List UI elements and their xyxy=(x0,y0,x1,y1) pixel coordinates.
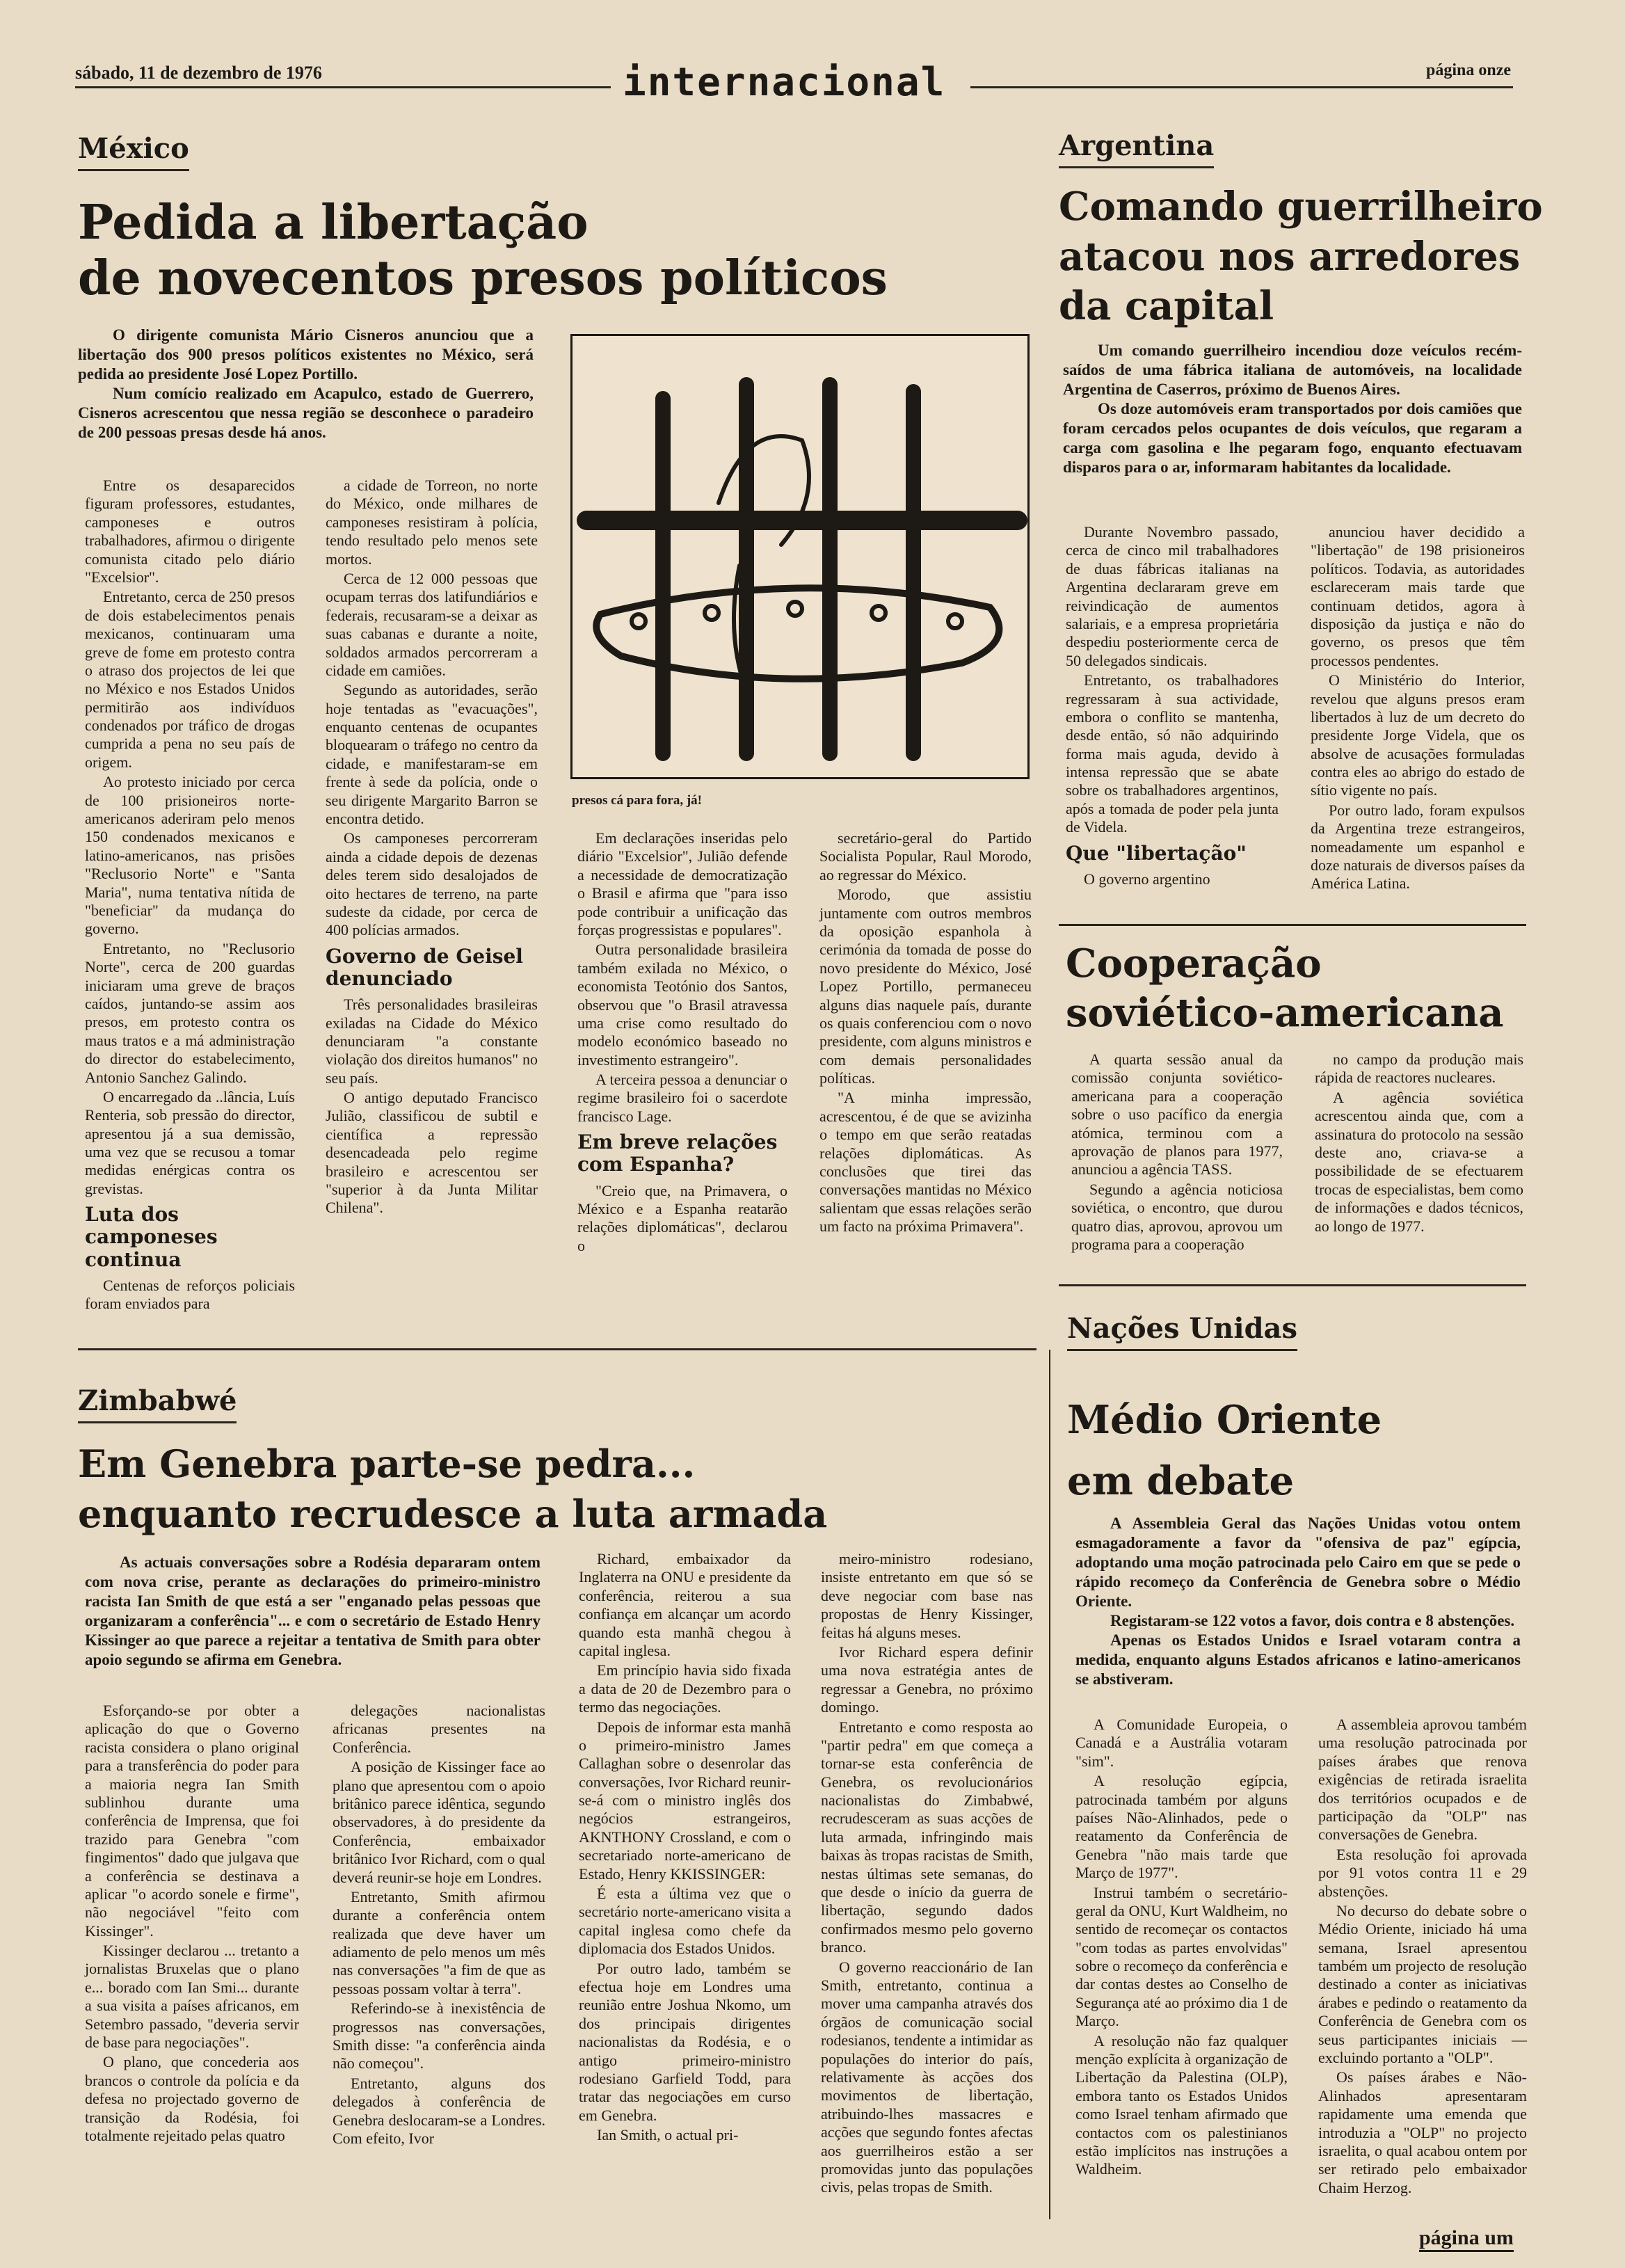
article-paragraph: A resolução egípcia, patrocinada também por alguns países Não-Alinhados, pede o reatamento da Conferência de Genebra "não mais tarde que Março de 1977". xyxy=(1075,1772,1288,1882)
article-paragraph: Cerca de 12 000 pessoas que ocupam terras dos latifundiários e federais, recusaram-se a deixar as suas cabanas e durante a noite, soldados armados percorreram a cidade em camiões. xyxy=(326,569,538,679)
onu-section-tag: Nações Unidas xyxy=(1067,1312,1297,1351)
onu-lead-paragraph: Registaram-se 122 votos a favor, dois contra e 8 abstenções. xyxy=(1110,1612,1515,1630)
article-paragraph: Instrui também o secretário-geral da ONU, Kurt Waldheim, no sentido de recomeçar os contactos "com todas as partes envolvidas" sobre o recomeço da conferência e dar contas destes ao Conselho de Segurança até ao próximo dia 1 de Março. xyxy=(1075,1883,1288,2030)
article-paragraph: Esforçando-se por obter a aplicação do que o Governo racista considera o plano original para a transferência do poder para a maioria negra Ian Smith sublinhou durante uma conferência de Imprensa, que foi trazido para Genebra "com fingimentos" dado que julgava que a conferência se destinava a aplicar "o acordo sonele e firme", não negociável "feito com Kissinger". xyxy=(85,1702,299,1940)
article-paragraph: "A minha impressão, acrescentou, é de que se avizinha o tempo em que serão reatadas relações diplomáticas. As conclusões que tirei das conversações mantidas no México salientam que essas relações serão um facto na próxima Primavera". xyxy=(819,1089,1032,1236)
mexico-subheading-espanha: Em breve relações com Espanha? xyxy=(577,1131,778,1176)
mexico-lead-paragraph: O dirigente comunista Mário Cisneros anunciou que a libertação dos 900 presos políticos existentes no México, será pedida ao presidente José Lopez Portillo. xyxy=(78,326,534,383)
article-paragraph: Centenas de reforços policiais foram enviados para xyxy=(85,1276,295,1313)
masthead-rule-right xyxy=(970,86,1513,88)
article-paragraph: a cidade de Torreon, no norte do México, onde milhares de camponeses resistiram à polícia, tendo resultado pelo menos sete mortos. xyxy=(326,477,538,568)
article-paragraph: Ian Smith, o actual pri- xyxy=(597,2126,739,2144)
zimbabwe-section-tag: Zimbabwé xyxy=(78,1384,237,1423)
argentina-column-1 xyxy=(1066,523,1279,890)
article-paragraph: Outra personalidade brasileira também exilada no México, o economista Teotónio dos Santos, observou que "o Brasil atravessa uma crise como resultado do modelo económico baseado no investimento estrangeiro". xyxy=(577,941,787,1069)
article-paragraph: Os camponeses percorreram ainda a cidade depois de dezenas deles terem sido desalojados de oito hectares de terreno, na parte sudeste da cidade, por cerca de 400 polícias armados. xyxy=(326,829,538,939)
zimbabwe-column-1 xyxy=(85,1702,299,2146)
mexico-subheading-camponeses: Luta dos camponeses continua xyxy=(85,1203,218,1271)
article-paragraph: meiro-ministro rodesiano, insiste entretanto em que só se deve negociar com base nas propostas de Henry Kissinger, feitas há alguns meses. xyxy=(821,1550,1033,1641)
article-paragraph: secretário-geral do Partido Socialista Popular, Raul Morodo, ao regressar do México. xyxy=(819,829,1032,884)
article-paragraph: Entretanto e como resposta ao "partir pedra" em que começa a tornar-se esta conferência de Genebra, os revolucionários nacionalistas do Zimbabwé, recrudesceram as suas acções de luta armada, infringindo mais baixas às tropas racistas de Smith, nestas últimas sete semanas, do que desde o início da guerra de libertação, segundo dados confirmados mesmo pelo governo branco. xyxy=(821,1718,1033,1956)
article-paragraph: Ao protesto iniciado por cerca de 100 prisioneiros norte-americanos aderiram pelo menos 150 condenados mexicanos e latino-americanos, nas prisões "Reclusorio Norte" e "Santa Maria", numa tentativa nítida de "beneficiar" da mudança do governo. xyxy=(85,773,295,938)
column-divider xyxy=(1049,1350,1050,2219)
article-paragraph: Depois de informar esta manhã o primeiro-ministro James Callaghan sobre o desenrolar das conversações, Ivor Richard reunir-se-á com o ministro inglês dos negócios estrangeiros, AKNTHONY Crossland, e com o secretariado norte-americano de Estado, Henry KKISSINGER: xyxy=(579,1718,791,1883)
onu-lead-paragraph: Apenas os Estados Unidos e Israel votaram contra a medida, enquanto alguns Estados africanos e latino-americanos se abstiveram. xyxy=(1075,1631,1521,1688)
article-paragraph: A agência soviética acrescentou ainda que, com a assinatura do protocolo na sessão deste ano, criava-se a possibilidade de se efectuarem trocas de especialistas, bem como de informações e dados técnicos, ao longo de 1977. xyxy=(1315,1088,1523,1235)
mexico-lead xyxy=(78,326,534,442)
issue-date: sábado, 11 de dezembro de 1976 xyxy=(75,63,322,83)
zimbabwe-column-3 xyxy=(579,1550,791,2146)
article-paragraph: A Comunidade Europeia, o Canadá e a Austrália votaram "sim". xyxy=(1075,1716,1288,1770)
zimbabwe-column-2 xyxy=(333,1702,545,2149)
mexico-headline-2: de novecentos presos políticos xyxy=(78,250,888,306)
mexico-lead-paragraph: Num comício realizado em Acapulco, estado de Guerrero, Cisneros acrescentou que nessa região se desconhece o paradeiro de 200 pessoas presas desde há anos. xyxy=(78,385,534,442)
masthead-rule-left xyxy=(75,86,611,88)
section-divider xyxy=(1059,924,1526,926)
article-paragraph: O encarregado da ..lância, Luís Renteria, sob pressão do director, apresentou já a sua demissão, uma vez que se recusou a tomar medidas enérgicas contra os grevistas. xyxy=(85,1087,295,1197)
article-paragraph: O Ministério do Interior, revelou que alguns presos eram libertados à luz de um decreto do presidente Jorge Videla, que os absolve de acusações formuladas contra eles ao abrigo do estado de sítio vigente no país. xyxy=(1311,671,1525,799)
cooperacao-column-2 xyxy=(1315,1051,1523,1237)
zimbabwe-lead-paragraph: As actuais conversações sobre a Rodésia depararam ontem com nova crise, perante as declarações do primeiro-ministro racista Ian Smith de que está a ser "enganado pelas pessoas que organizaram a conferência"... e com o secretário de Estado Henry Kissinger ao que parece a rejeitar a tentativa de Smith para obter apoio segundo se afirma em Genebra. xyxy=(85,1554,541,1669)
footer-page-label: página um xyxy=(1419,2226,1514,2252)
onu-lead xyxy=(1075,1514,1521,1689)
article-paragraph: Durante Novembro passado, cerca de cinco mil trabalhadores de duas fábricas italianas na Argentina declararam greve em reivindicação de aumentos salariais, e a empresa proprietária despediu posteriormente cerca de 50 delegados sindicais. xyxy=(1066,523,1279,669)
section-divider xyxy=(78,1348,1036,1350)
article-paragraph: A terceira pessoa a denunciar o regime brasileiro foi o sacerdote francisco Lage. xyxy=(577,1071,787,1125)
mexico-section-tag: México xyxy=(78,132,189,171)
argentina-lead-paragraph: Um comando guerrilheiro incendiou doze veículos recém-saídos de uma fábrica italiana de automóveis, na localidade Argentina de Caserros, próximo de Buenos Aires. xyxy=(1063,342,1522,399)
article-paragraph: A assembleia aprovou também uma resolução patrocinada por países árabes que renova exigências de retirada israelita dos territórios ocupados e de participação da "OLP" nas conversações de Genebra. xyxy=(1318,1716,1527,1844)
article-paragraph: A posição de Kissinger face ao plano que apresentou com o apoio britânico parece idêntica, segundo observadores, à do presidente da Conferência, embaixador britânico Ivor Richard, com o qual deverá reunir-se hoje em Londres. xyxy=(333,1758,545,1886)
article-paragraph: A resolução não faz qualquer menção explícita à organização de Libertação da Palestina (OLP), embora tanto os Estados Unidos como Israel tenham afirmado que contactos com os palestinianos estão implícitos nas instruções a Waldheim. xyxy=(1075,2031,1288,2178)
article-paragraph: "Creio que, na Primavera, o México e a Espanha reatarão relações diplomáticas", declarou o xyxy=(577,1181,787,1254)
article-paragraph: Segundo a agência noticiosa soviética, o encontro, que durou quatro dias, aprovou, aprovou um programa para a cooperação xyxy=(1071,1180,1283,1253)
article-paragraph: Três personalidades brasileiras exiladas na Cidade do México denunciaram "a constante violação dos direitos humanos" no seu país. xyxy=(326,996,538,1087)
argentina-headline: Comando guerrilheiro atacou nos arredores da capital xyxy=(1059,184,1543,330)
article-paragraph: No decurso do debate sobre o Médio Oriente, iniciado há uma semana, Israel apresentou também um projecto de resolução destinado a conter as iniciativas árabes e pedindo o reatamento da Conferência de Genebra com os seus participantes iniciais — excluindo portanto a "OLP". xyxy=(1318,1901,1527,2067)
argentina-column-2 xyxy=(1311,523,1525,895)
onu-lead-paragraph: A Assembleia Geral das Nações Unidas votou ontem esmagadoramente a favor da "ofensiva de paz" egípcia, adoptando uma moção patrocinada pelo Cairo em que se pede o rápido recomeço da Conferência de Genebra sobre o Médio Oriente. xyxy=(1075,1515,1521,1611)
mexico-column-1 xyxy=(85,477,295,1315)
section-title: internacional xyxy=(623,60,946,105)
article-paragraph: Por outro lado, foram expulsos da Argentina treze estrangeiros, nomeadamente um espanhol e doze naturais de diversos países da América Latina. xyxy=(1311,801,1525,893)
argentina-lead-paragraph: Os doze automóveis eram transportados por dois camiões que foram cercados pelos ocupantes de dois veículos, que regaram a carga com gasolina e lhe pegaram fogo, enquanto efectuavam disparos para o ar, informaram habitantes da localidade. xyxy=(1063,400,1522,477)
mexico-column-2 xyxy=(326,477,538,1219)
article-paragraph: Por outro lado, também se efectua hoje em Londres uma reunião entre Joshua Nkomo, um dos principais dirigentes nacionalistas da Rodésia, e o antigo primeiro-ministro rodesiano Garfield Todd, para tratar das negociações em curso em Genebra. xyxy=(579,1959,791,2124)
article-paragraph: Entretanto, os trabalhadores regressaram à sua actividade, embora o conflito se mantenha, desde então, só não adquirindo forma mais aguda, devido à intensa repressão que se abate sobre os trabalhadores argentinos, após a tomada de poder pela junta de Videla. xyxy=(1066,671,1279,836)
article-paragraph: Kissinger declarou ... tretanto a jornalistas Bruxelas que o plano e... borado com Ian Smi... durante a sua visita a países africanos, em Setembro passado, "deveria servir de base para negociações". xyxy=(85,1942,299,2052)
zimbabwe-headline-2: enquanto recrudesce a luta armada xyxy=(78,1492,828,1536)
prison-bars-cartoon xyxy=(570,334,1030,779)
article-paragraph: Em declarações inseridas pelo diário "Excelsior", Julião defende a necessidade de democratização o Brasil e afirma que "para isso pode contribuir a unificação das forças progressistas e populares". xyxy=(577,829,787,939)
article-paragraph: delegações nacionalistas africanas presentes na Conferência. xyxy=(333,1702,545,1756)
cooperacao-headline: Cooperação soviético-americana xyxy=(1066,941,1504,1037)
mexico-column-3 xyxy=(577,829,787,1256)
onu-column-2 xyxy=(1318,1716,1527,2198)
article-paragraph: O governo reaccionário de Ian Smith, entretanto, continua a mover uma campanha através dos órgãos de comunicação social rodesianos, tendente a intimidar as populações do interior do país, relativamente às acções dos movimentos de libertação, atribuindo-lhes massacres e acções que segundo fontes afectas aos guerrilheiros estão a ser promovidas junto das populações civis, pelas tropas de Smith. xyxy=(821,1958,1033,2196)
article-paragraph: Entretanto, cerca de 250 presos de dois estabelecimentos penais mexicanos, continuaram uma greve de fome em protesto contra o atraso dos projectos de lei que no México e nos Estados Unidos permitirão aos indivíduos condenados por tráfico de drogas cumprida a pena no seu país de origem. xyxy=(85,588,295,771)
onu-headline-2: em debate xyxy=(1067,1458,1295,1504)
article-paragraph: Referindo-se à inexistência de progressos nas conversações, Smith disse: "a conferência ainda não começou". xyxy=(333,1999,545,2073)
section-divider xyxy=(1059,1284,1526,1286)
argentina-subheading-libertacao: Que "libertação" xyxy=(1066,841,1247,865)
mexico-headline-1: Pedida a libertação xyxy=(78,195,589,250)
zimbabwe-headline-1: Em Genebra parte-se pedra... xyxy=(78,1442,696,1486)
article-paragraph: anunciou haver decidido a "libertação" de 198 prisioneiros políticos. Todavia, as autoridades esclareceram mais tarde que continuam detidos, agora à disposição da justiça e não do governo, os presos que têm processos pendentes. xyxy=(1311,523,1525,669)
article-paragraph: É esta a última vez que o secretário norte-americano visita a capital inglesa como chefe da diplomacia dos Estados Unidos. xyxy=(579,1885,791,1958)
article-paragraph: Richard, embaixador da Inglaterra na ONU e presidente da conferência, reiterou a sua confiança em alcançar um acordo quando esta manhã chegou à capital inglesa. xyxy=(579,1550,791,1659)
article-paragraph: Entretanto, no "Reclusorio Norte", cerca de 200 guardas iniciaram uma greve de braços caídos, juntando-se assim aos presos, em protesto contra os maus tratos e a má administração do director do estabelecimento, Antonio Sanchez Galindo. xyxy=(85,939,295,1086)
onu-column-1 xyxy=(1075,1716,1288,2180)
cartoon-caption: presos cá para fora, já! xyxy=(572,793,702,808)
article-paragraph: Entretanto, Smith afirmou durante a conferência ontem realizada que deve haver um adiamento de pelo menos um mês nas conversações "a fim de que as pessoas possam voltar à terra". xyxy=(333,1887,545,1997)
mexico-subheading-geisel: Governo de Geisel denunciado xyxy=(326,944,523,990)
article-paragraph: A quarta sessão anual da comissão conjunta soviético-americana para a cooperação sobre o uso pacífico da energia atómica, terminou com a aprovação de planos para 1977, anunciou a agência TASS. xyxy=(1071,1051,1283,1179)
article-paragraph: Esta resolução foi aprovada por 91 votos contra 11 e 29 abstenções. xyxy=(1318,1845,1527,1900)
article-paragraph: Entre os desaparecidos figuram professores, estudantes, camponeses e outros trabalhadores, afirmou o dirigente comunista citado pelo diário "Excelsior". xyxy=(85,477,295,586)
article-paragraph: Entretanto, alguns dos delegados à conferência de Genebra deslocaram-se a Londres. Com efeito, Ivor xyxy=(333,2074,545,2147)
argentina-lead xyxy=(1063,341,1522,477)
article-paragraph: O governo argentino xyxy=(1084,870,1210,888)
page-number: página onze xyxy=(1426,61,1512,79)
article-paragraph: O antigo deputado Francisco Julião, classificou de subtil e científica a repressão desencadeada pelo regime brasileiro e acrescentou ser "superior à da Junta Militar Chilena". xyxy=(326,1089,538,1217)
article-paragraph: O plano, que concederia aos brancos o controle da polícia e da defesa no projectado governo de transição da Rodésia, foi totalmente rejeitado pelas quatro xyxy=(85,2053,299,2144)
zimbabwe-lead xyxy=(85,1553,541,1670)
argentina-section-tag: Argentina xyxy=(1059,129,1214,168)
article-paragraph: Ivor Richard espera definir uma nova estratégia antes de regressar a Genebra, no próximo domingo. xyxy=(821,1643,1033,1716)
onu-headline-1: Médio Oriente xyxy=(1067,1397,1382,1443)
cooperacao-column-1 xyxy=(1071,1051,1283,1255)
article-paragraph: no campo da produção mais rápida de reactores nucleares. xyxy=(1315,1051,1523,1087)
prisoner-behind-bars-drawing xyxy=(573,336,1027,777)
article-paragraph: Morodo, que assistiu juntamente com outros membros da oposição espanhola à cerimónia da tomada de posse do novo presidente do México, José Lopez Portillo, permaneceu alguns dias naquele país, durante os quais conferenciou com o novo presidente, com alguns ministros e com demais personalidades políticas. xyxy=(819,886,1032,1087)
mexico-column-4 xyxy=(819,829,1032,1238)
article-paragraph: Em princípio havia sido fixada a data de 20 de Dezembro para o termo das negociações. xyxy=(579,1661,791,1716)
article-paragraph: Os países árabes e Não-Alinhados apresentaram rapidamente uma emenda que introduzia a "OLP" no projecto israelita, o qual acabou ontem por ser retirado pelo embaixador Chaim Herzog. xyxy=(1318,2068,1527,2196)
zimbabwe-column-4 xyxy=(821,1550,1033,2198)
article-paragraph: Segundo as autoridades, serão hoje tentadas as "evacuações", enquanto centenas de ocupantes bloquearam o tráfego no centro da cidade, e manifestaram-se em frente à sede da polícia, onde o seu dirigente Margarito Barron se encontra detido. xyxy=(326,681,538,828)
